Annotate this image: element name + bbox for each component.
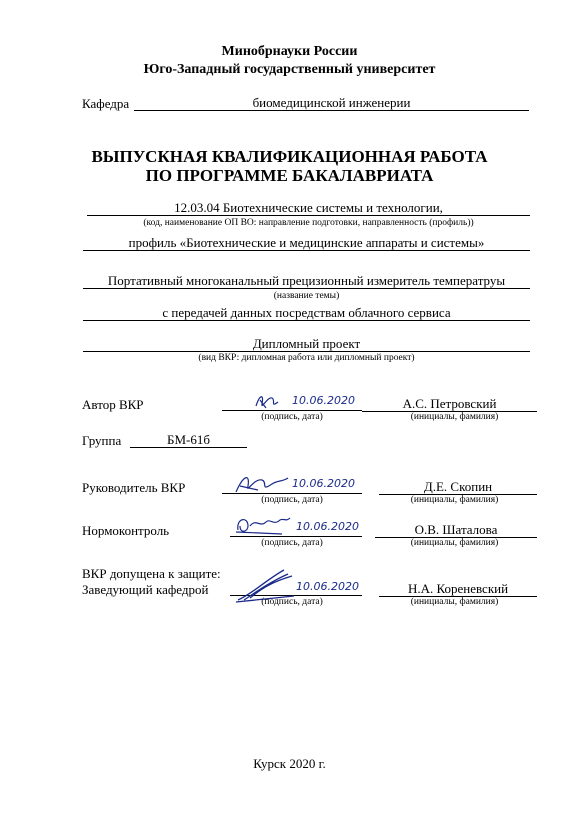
program-code: 12.03.04 Биотехнические системы и технологии, [87,201,530,216]
group-label: Группа [82,433,122,448]
head-name: Н.А. Кореневский [379,582,537,597]
supervisor-label: Руководитель ВКР [82,480,186,495]
normcontrol-name-caption: (инициалы, фамилия) [410,538,499,548]
program-code-caption: (код, наименование ОП ВО: направление подготовки, направленность (профиль)) [143,218,474,228]
author-signature-line [222,410,362,411]
author-name-caption: (инициалы, фамилия) [410,412,499,422]
normcontrol-label: Нормоконтроль [82,523,170,538]
admission-label: ВКР допущена к защите: [82,566,221,581]
normcontrol-date: 10.06.2020 [296,520,359,533]
normcontrol-signature-caption: (подпись, дата) [261,538,323,548]
document-title-line-2: ПО ПРОГРАММЕ БАКАЛАВРИАТА [145,166,434,185]
supervisor-name-caption: (инициалы, фамилия) [410,495,499,505]
ministry-name: Минобрнауки России [221,44,358,59]
program-profile: профиль «Биотехнические и медицинские аппараты и системы» [83,236,530,251]
normcontrol-name: О.В. Шаталова [375,523,537,538]
author-label: Автор ВКР [82,397,144,412]
author-signature-caption: (подпись, дата) [261,412,323,422]
normcontrol-signature [232,512,292,538]
head-of-department-label: Заведующий кафедрой [82,582,209,597]
author-date: 10.06.2020 [292,394,355,407]
work-type: Дипломный проект [83,337,530,352]
supervisor-name: Д.Е. Скопин [379,480,537,495]
author-name: А.С. Петровский [362,397,537,412]
topic-caption: (название темы) [273,291,340,301]
city-year: Курск 2020 г. [253,756,326,771]
head-name-caption: (инициалы, фамилия) [410,597,499,607]
document-title-line-1: ВЫПУСКНАЯ КВАЛИФИКАЦИОННАЯ РАБОТА [91,147,488,166]
topic-line-2: с передачей данных посредствам облачного сервиса [83,306,530,321]
university-name: Юго-Западный государственный университет [143,62,436,77]
topic-line-1: Портативный многоканальный прецизионный измеритель температруы [83,274,530,289]
supervisor-signature-caption: (подпись, дата) [261,495,323,505]
supervisor-date: 10.06.2020 [292,477,355,490]
head-signature-caption: (подпись, дата) [261,597,323,607]
head-date: 10.06.2020 [296,580,359,593]
group-value: БМ-61б [130,433,247,448]
department-label: Кафедра [82,96,130,111]
author-signature [250,390,290,412]
department-value: биомедицинской инженерии [134,96,529,111]
work-type-caption: (вид ВКР: дипломная работа или дипломный проект) [198,353,415,363]
